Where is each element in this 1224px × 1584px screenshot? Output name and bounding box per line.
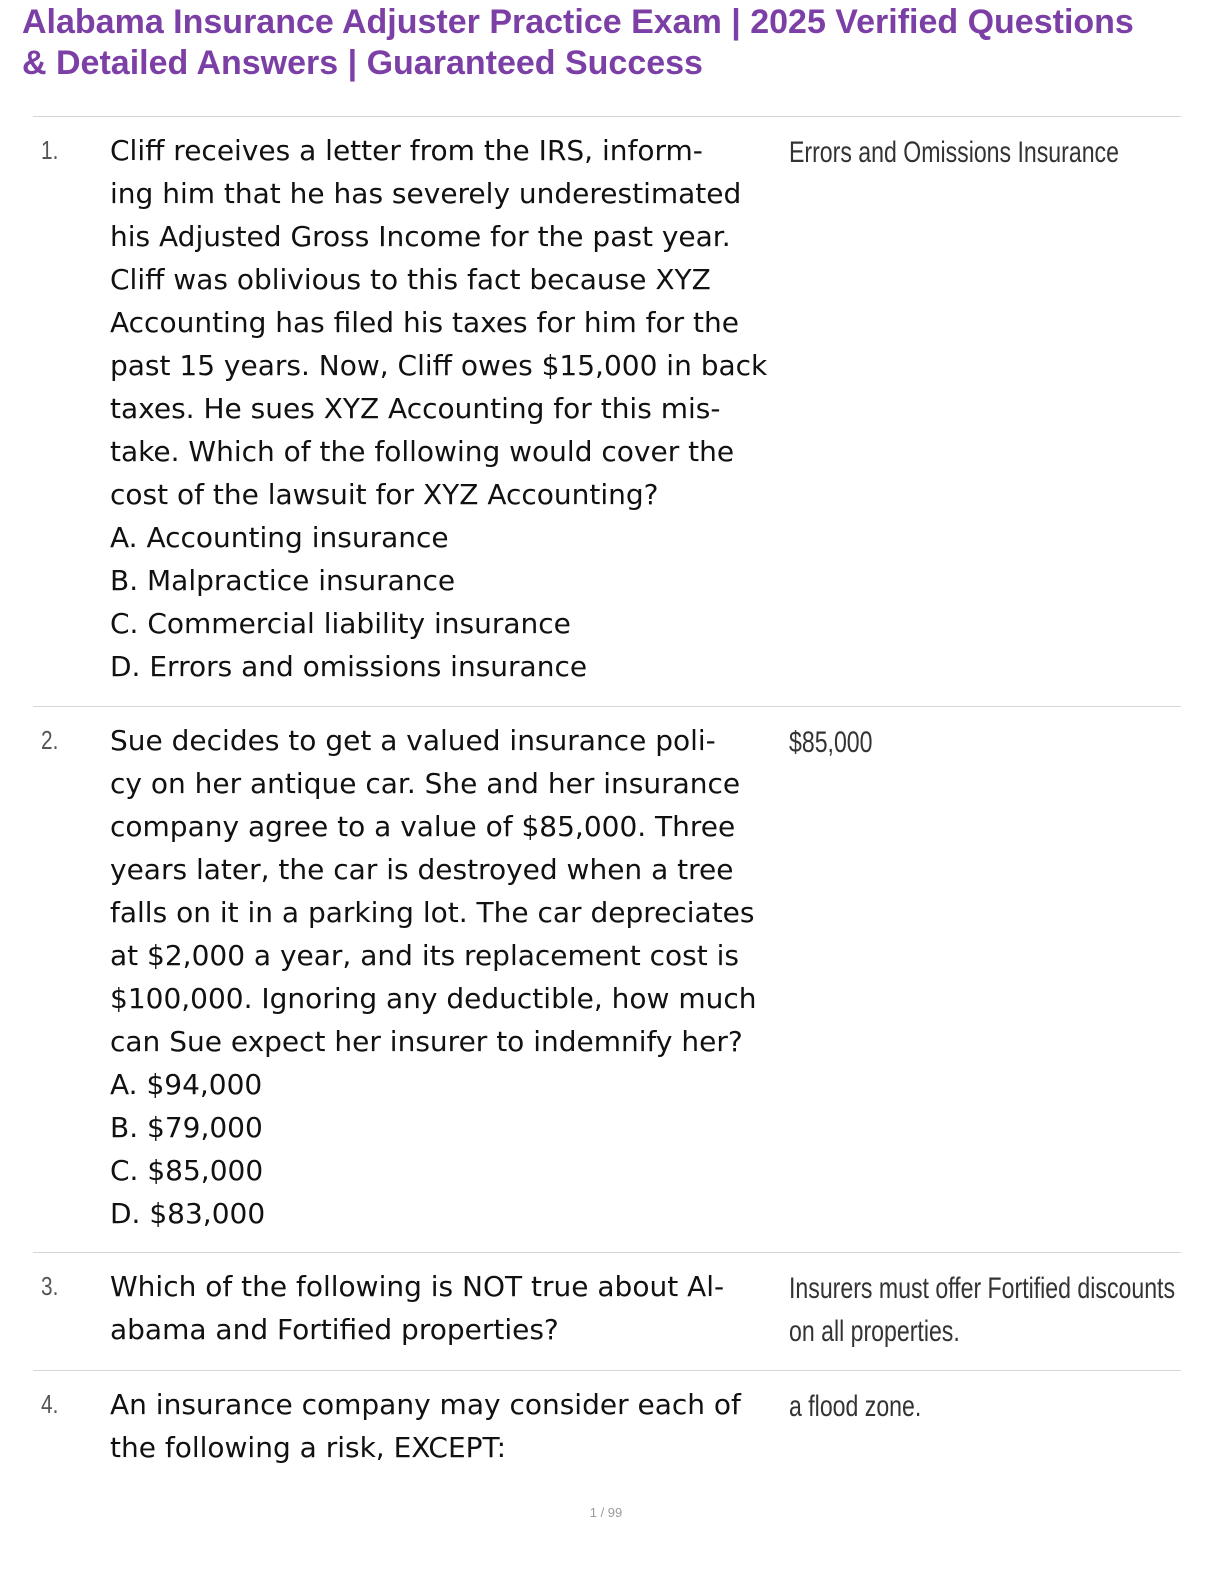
question-4 [33,1371,1181,1511]
document-title [22,2,1212,84]
question-1 [33,117,1181,707]
question-list [33,116,1181,1511]
question-2-line: falls on it in a parking lot. The car depreciates [110,896,755,929]
question-1-line: Cliff was oblivious to this fact because XYZ [110,263,711,296]
question-4-answer-line: a flood zone. [789,1390,922,1423]
question-3-answer-line: on all properties. [789,1315,960,1348]
question-1-answer [789,131,1220,174]
question-1-option-b: B. Malpractice insurance [110,564,456,597]
question-3 [33,1253,1181,1371]
question-3-line: Which of the following is NOT true about Al- [110,1270,725,1303]
question-2 [33,707,1181,1253]
question-1-line: ing him that he has severely underestimated [110,177,742,210]
question-2-line: $100,000. Ignoring any deductible, how much [110,982,757,1015]
question-1-option-c: C. Commercial liability insurance [110,607,571,640]
question-2-line: can Sue expect her insurer to indemnify her? [110,1025,743,1058]
question-4-line: An insurance company may consider each of [110,1388,741,1421]
question-2-number: 2. [41,725,59,755]
question-2-option-a: A. $94,000 [110,1068,263,1101]
question-2-option-b: B. $79,000 [110,1111,263,1144]
question-4-line: the following a risk, EXCEPT: [110,1431,507,1464]
question-1-option-d: D. Errors and omissions insurance [110,650,588,683]
question-4-body [110,1383,790,1469]
question-3-answer [789,1267,1220,1353]
document-title-line-2: & Detailed Answers | Guaranteed Success [22,44,703,82]
question-2-option-d: D. $83,000 [110,1197,266,1230]
question-1-line: his Adjusted Gross Income for the past year. [110,220,731,253]
question-1-line: taxes. He sues XYZ Accounting for this mis- [110,392,721,425]
question-4-number: 4. [41,1389,59,1419]
question-3-line: abama and Fortified properties? [110,1313,559,1346]
question-3-number: 3. [41,1271,59,1301]
question-3-answer-line: Insurers must offer Fortified discounts [789,1272,1176,1305]
question-1-line: past 15 years. Now, Cliff owes $15,000 in back [110,349,768,382]
question-2-line: cy on her antique car. She and her insurance [110,767,741,800]
question-1-option-a: A. Accounting insurance [110,521,449,554]
question-1-line: take. Which of the following would cover the [110,435,735,468]
question-2-line: at $2,000 a year, and its replacement cost is [110,939,740,972]
question-2-option-c: C. $85,000 [110,1154,264,1187]
question-2-answer-line: $85,000 [789,726,873,759]
question-2-line: years later, the car is destroyed when a tree [110,853,734,886]
question-1-line: cost of the lawsuit for XYZ Accounting? [110,478,659,511]
question-3-body [110,1265,790,1351]
page-number: 1 / 99 [589,1505,623,1520]
question-2-answer [789,721,1220,764]
question-1-body [110,129,790,688]
question-1-number: 1. [41,135,59,165]
question-2-line: company agree to a value of $85,000. Three [110,810,736,843]
question-2-line: Sue decides to get a valued insurance poli- [110,724,716,757]
question-1-answer-line: Errors and Omissions Insurance [789,136,1119,169]
question-1-line: Cliff receives a letter from the IRS, inform- [110,134,703,167]
question-4-answer [789,1385,1220,1428]
question-2-body [110,719,790,1235]
document-title-line-1: Alabama Insurance Adjuster Practice Exam | 2025 Verified Questions [22,3,1134,41]
question-1-line: Accounting has filed his taxes for him for the [110,306,739,339]
